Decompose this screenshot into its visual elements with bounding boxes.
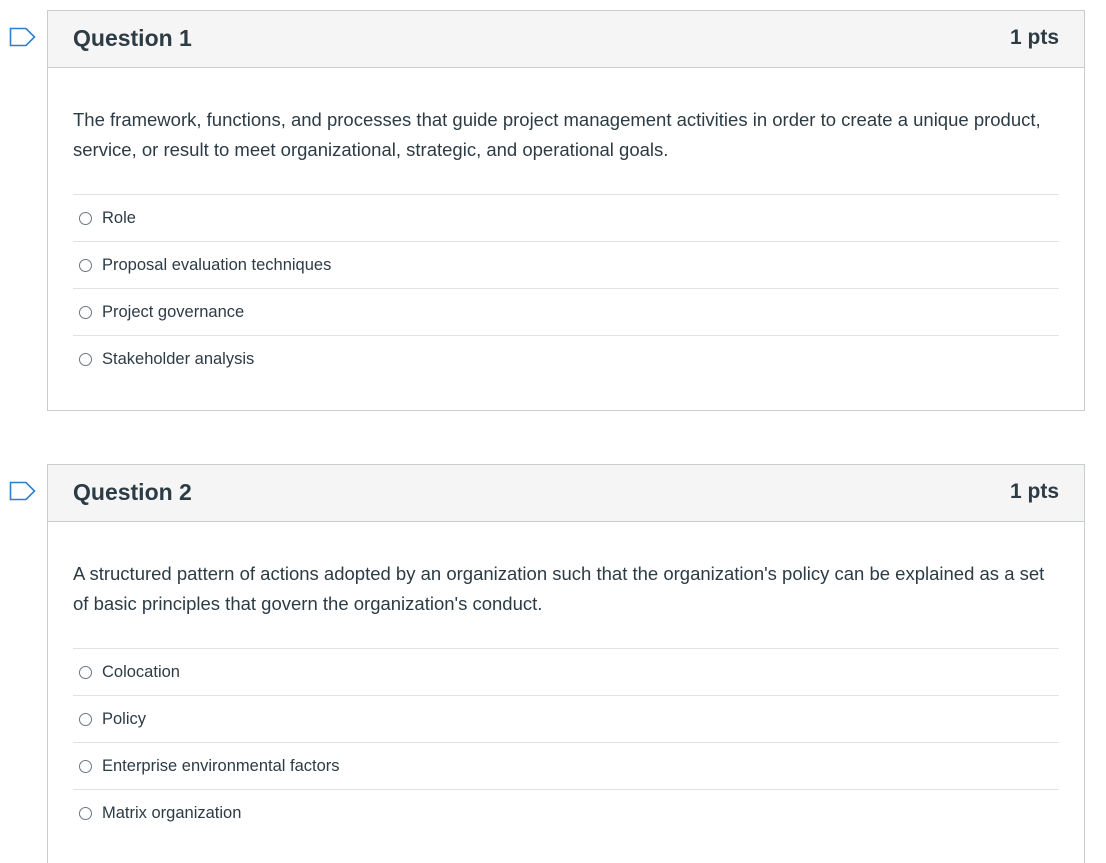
answer-label: Role bbox=[102, 208, 136, 227]
answer-option[interactable] bbox=[73, 696, 1059, 743]
answer-label: Proposal evaluation techniques bbox=[102, 255, 332, 274]
answer-label: Project governance bbox=[102, 302, 245, 321]
answer-option[interactable] bbox=[73, 289, 1059, 336]
question-title: Question 2 bbox=[73, 479, 192, 505]
radio-button[interactable] bbox=[79, 807, 92, 820]
radio-button[interactable] bbox=[79, 306, 92, 319]
question-2 bbox=[47, 464, 1085, 863]
question-header bbox=[48, 11, 1084, 68]
answer-label: Colocation bbox=[102, 662, 180, 681]
question-body bbox=[48, 68, 1084, 383]
question-points: 1 pts bbox=[1009, 480, 1059, 503]
answer-label: Enterprise environmental factors bbox=[102, 756, 340, 775]
answer-option[interactable] bbox=[73, 790, 1059, 837]
question-text: The framework, functions, and processes that guide project management activities in order to create a unique product, service, or result to meet organizational, strategic, and operational goals. bbox=[73, 109, 1041, 160]
question-header bbox=[48, 465, 1084, 522]
radio-button[interactable] bbox=[79, 212, 92, 225]
radio-button[interactable] bbox=[79, 760, 92, 773]
answer-label: Stakeholder analysis bbox=[102, 350, 255, 368]
answer-option[interactable] bbox=[73, 195, 1059, 242]
answer-option[interactable] bbox=[73, 743, 1059, 790]
question-1 bbox=[47, 10, 1085, 411]
radio-button[interactable] bbox=[79, 353, 92, 366]
answer-label: Matrix organization bbox=[102, 804, 242, 822]
answer-option[interactable] bbox=[73, 649, 1059, 696]
radio-button[interactable] bbox=[79, 713, 92, 726]
answer-option[interactable] bbox=[73, 336, 1059, 383]
answer-label: Policy bbox=[102, 709, 147, 728]
question-body bbox=[48, 522, 1084, 837]
radio-button[interactable] bbox=[79, 666, 92, 679]
flag-question-1-icon[interactable] bbox=[9, 27, 37, 47]
answer-option[interactable] bbox=[73, 242, 1059, 289]
flag-question-2-icon[interactable] bbox=[9, 481, 37, 501]
question-points: 1 pts bbox=[1009, 26, 1059, 49]
question-title: Question 1 bbox=[73, 25, 192, 51]
answer-list bbox=[73, 194, 1059, 383]
radio-button[interactable] bbox=[79, 259, 92, 272]
answer-list bbox=[73, 648, 1059, 837]
question-text: A structured pattern of actions adopted by an organization such that the organization's policy can be explained as a set of basic principles that govern the organization's conduct. bbox=[73, 563, 1045, 614]
